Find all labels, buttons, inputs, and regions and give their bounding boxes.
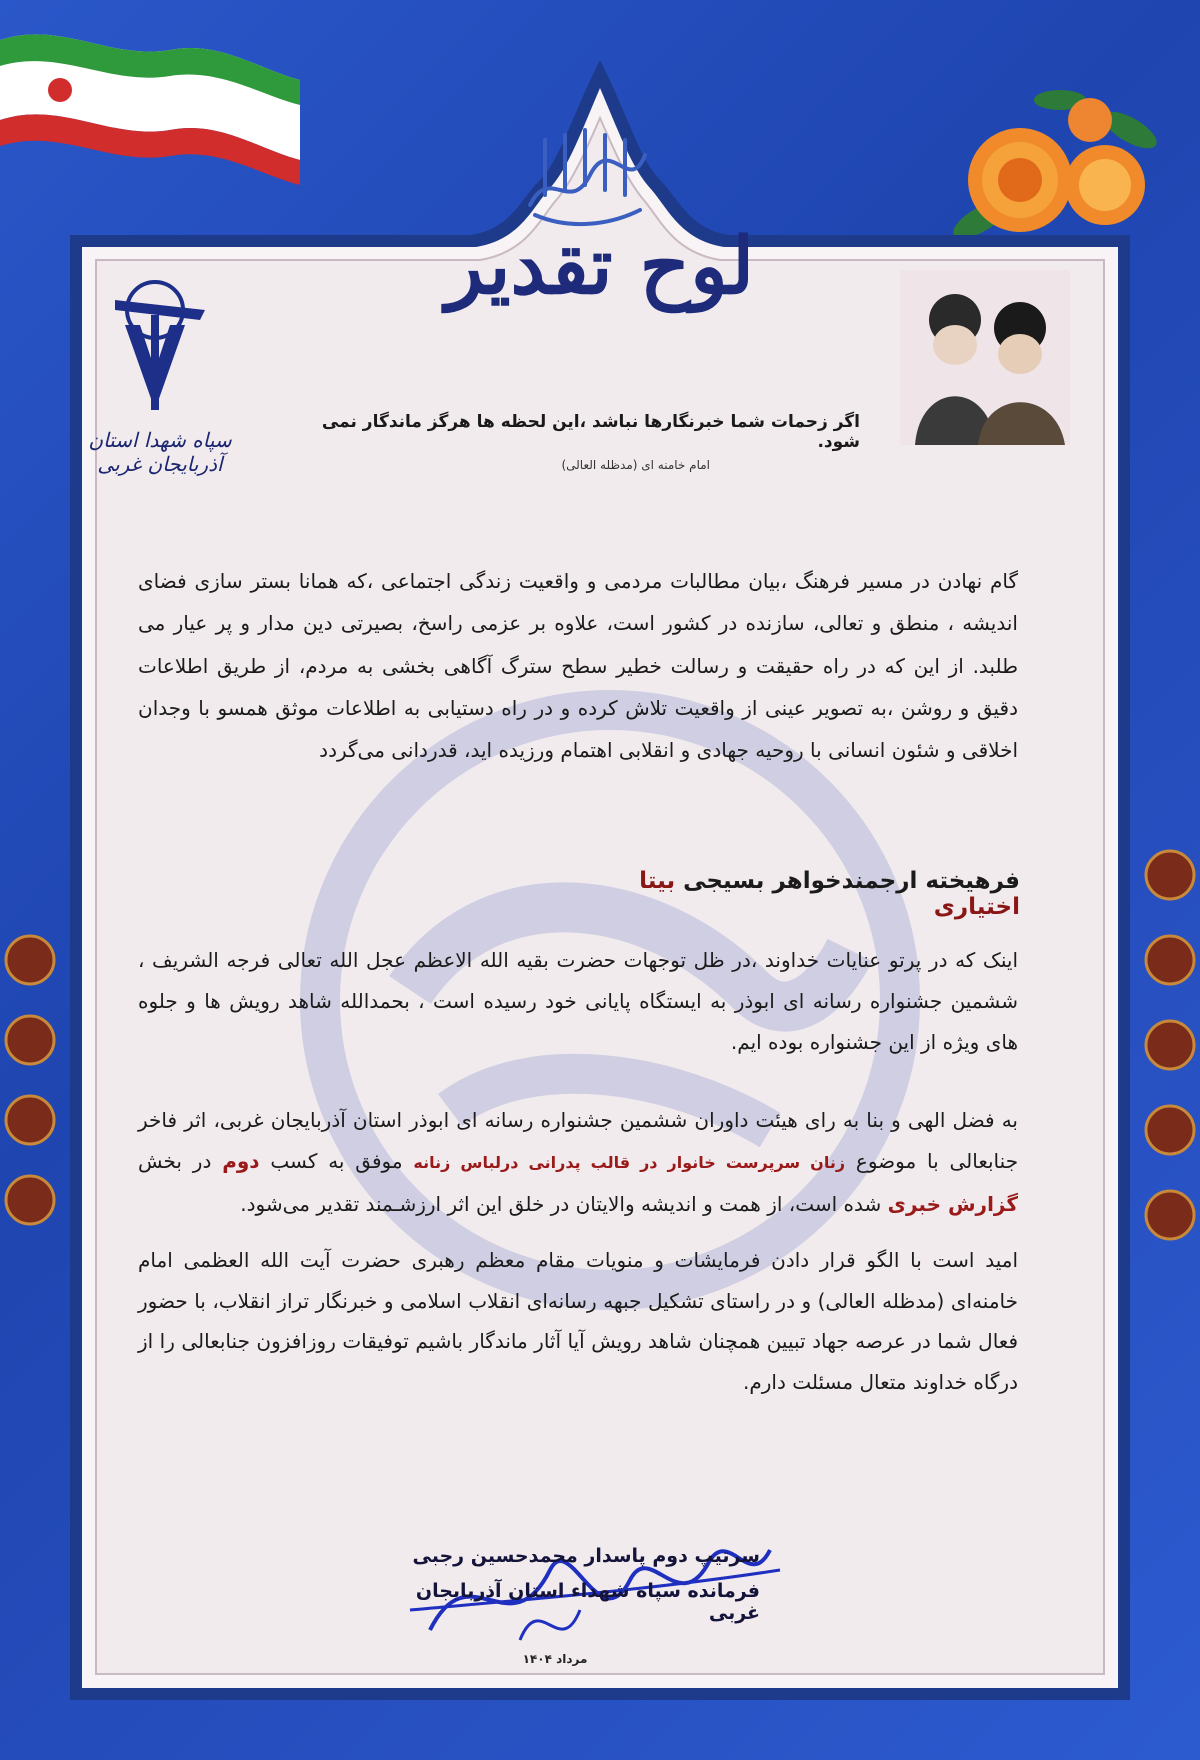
right-ornament-icon	[1140, 845, 1200, 1245]
award-text-a: به فضل الهی و بنا به رای هیئت داوران ششمین جشنواره رسانه ای ابوذر استان آذربایجان غربی، اثر فاخر جنابعالی با موضوع	[138, 1108, 1019, 1173]
quote-source: امام خامنه ای (مدظله العالی)	[561, 458, 710, 472]
paragraph-award	[138, 1100, 1018, 1224]
work-topic: زنان سرپرست خانوار در قالب پدرانی درلباس زنانه	[413, 1152, 846, 1172]
basmala-calligraphy	[510, 105, 660, 235]
recipient-line	[560, 868, 1020, 920]
left-ornament-icon	[0, 930, 60, 1230]
paragraph-intro: گام نهادن در مسیر فرهنگ ،بیان مطالبات مردمی و واقعیت زندگی اجتماعی ،که همانا بستر سازی فضای اندیشه ، منطق و تعالی، سازنده در کشور است، علاوه بر عزمی راسخ، بصیرتی دین مدار و پر عیار می طلبد. از این که در راه حقیقت و رسالت خطیر سطح سترگ آگاهی بخشی به مردم، از طریق اطلاعات دقیق و روشن ،به تصویر عینی از واقعیت تلاش کرده و در راه دستیابی به اطلاعات موثق همسو با وجدان اخلاقی و شئون انسانی با روحیه جهادی و انقلابی اهتمام ورزیده اید، قدردانی می‌گردد	[138, 569, 1018, 763]
recipient-name: بیتا اختیاری	[639, 868, 1020, 920]
award-text-d: شده است، از همت و اندیشه والایتان در خلق این اثر ارزشـمند تقدیر می‌شود.	[240, 1191, 882, 1216]
award-text-c: در بخش	[138, 1148, 212, 1173]
paragraph-closing: امید است با الگو قرار دادن فرمایشات و منویات مقام معظم رهبری حضرت آیت الله العظمی امام خامنه‌ای (مدظله العالی) و در راستای تشکیل جبهه رسانه‌ای انقلاب اسلامی و خبرنگار تراز انقلاب، با حضور فعال شما در عرصه جهاد تبیین همچنان شاهد رویش آیا آثار ماندگار باشیم توفیقات روزافزون جنابعالی را از درگاه خداوند متعال مسئلت دارم.	[138, 1248, 1018, 1394]
emblem-caption: سپاه شهدا استان آذربایجان غربی	[88, 428, 232, 476]
leaders-portrait	[900, 270, 1070, 445]
leader-quote: اگر زحمات شما خبرنگارها نباشد ،این لحظه ها هرگز ماندگار نمی شود.	[321, 412, 860, 452]
certificate-title: لوح تقدیر	[445, 221, 755, 312]
award-text-b: موفق به کسب	[270, 1148, 403, 1173]
signatory-role: فرمانده سپاه شهداء استان آذربایجان غربی	[415, 1580, 760, 1624]
issue-date: مرداد ۱۴۰۴	[522, 1652, 588, 1666]
signatory-name: سرتیپ دوم پاسدار محمدحسین رجبی	[412, 1545, 760, 1567]
recipient-prefix: فرهیخته ارجمندخواهر بسیجی	[683, 868, 1020, 894]
award-rank: دوم	[222, 1148, 260, 1173]
award-category: گزارش خبری	[887, 1191, 1018, 1216]
paragraph-festival: اینک که در پرتو عنایات خداوند ،در ظل توجهات حضرت بقیه الله الاعظم عجل الله تعالی فرجه الشریف ، ششمین جشنواره رسانه ای ابوذر به ایستگاه پایانی خود رسیده است ، بحمدالله شاهد رویش ها و جلوه های ویژه از این جشنواره بوده ایم.	[138, 948, 1018, 1054]
